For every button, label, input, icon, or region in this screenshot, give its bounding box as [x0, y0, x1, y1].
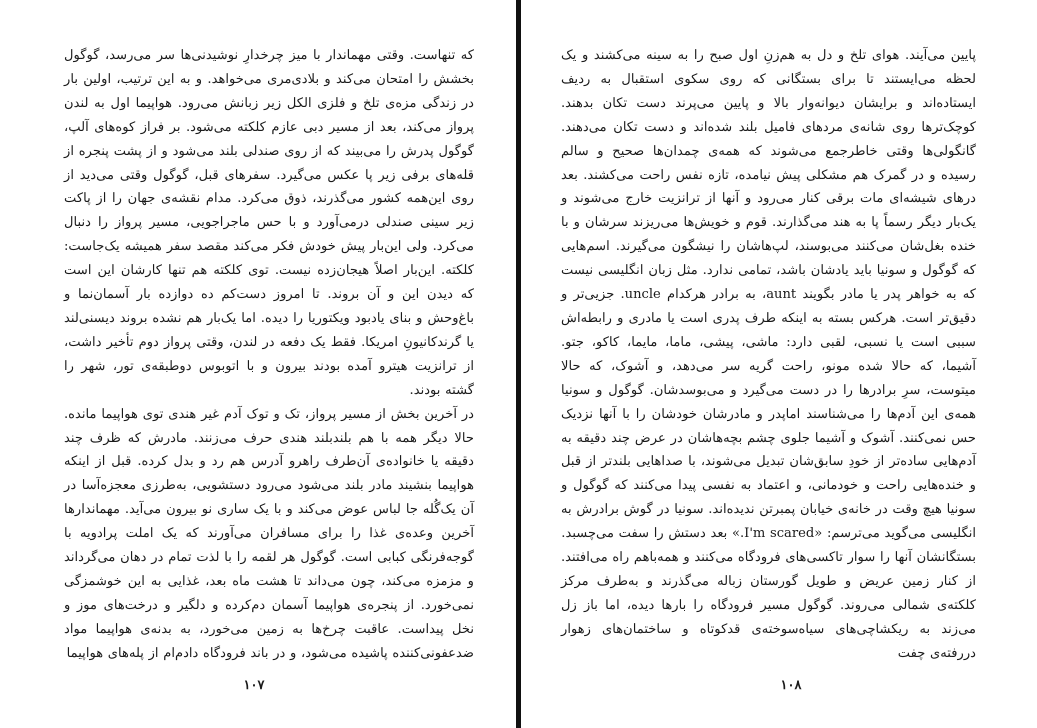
right-page-text [561, 44, 976, 666]
left-paragraph-1: که تنهاست. وقتی مهماندار با میز چرخدارِ نوشیدنی‌ها سر می‌رسد، گوگول بخشش را امتحان می‌کند و بلادی‌مری می‌خواهد. و به این ترتیب، اولین بار در زندگی مزه‌ی تلخ و فلزی الکل زیر زبانش می‌رود. هواپیما اول به لندن پرواز می‌کند، بعد از مسیر دبی عازم کلکته می‌شود. بر فراز کوه‌های آلپ، گوگول پدرش را می‌بیند که از روی صندلی بلند می‌شود و از پشت پنجره از قله‌های برفی زیر پا عکس می‌گیرد. سفرهای قبل، گوگول وقتی می‌دید از روی این‌همه کشور می‌گذرند، ذوق می‌کرد. مدام نقشه‌ی جهان را از پاکت زیر سینی صندلی درمی‌آورد و با حس ماجراجویی، مسیر پرواز را دنبال می‌کرد. ولی این‌بار پیش خودش فکر می‌کند مقصد سفر همیشه یک‌جاست: کلکته. این‌بار اصلاً هیجان‌زده نیست. توی کلکته هم تنها کارشان این است که دیدن این و آن بروند. تا امروز دست‌کم ده دوازده بار آسمان‌نما و باغ‌وحش و بنای یادبود ویکتوریا را دیده. اما یک‌بار هم نشده بروند دیسنی‌لند یا گرندکانیونِ امریکا. فقط یک دفعه در لندن، وقتی پرواز دوم تأخیر داشت، از ترانزیت هیترو آمده بودند بیرون و با اتوبوس دوطبقه‌ی تور، شهر را گشته بودند. [64, 48, 474, 398]
left-paragraph-2: در آخرین بخش از مسیر پرواز، تک و توک آدم غیر هندی توی هواپیما مانده. حالا دیگر همه با هم بلندبلند هندی حرف می‌زنند. مادرش که ظرف چند دقیقه یا خانواده‌ی آن‌طرف راهرو آدرس هم رد و بدل کرده. قبل از اینکه هواپیما بنشیند مادر بلند می‌شود می‌رود دستشویی، به‌طرزی معجزه‌آسا در آن یک‌گُله جا لباس عوض می‌کند و با یک ساری نو بیرون می‌آید. مهماندارها آخرین وعده‌ی غذا را برای مسافران می‌آورند که یک املت پرادویه با گوجه‌فرنگی کبابی است. گوگول هر لقمه را با لذت تمام در دهان می‌گرداند و مزمزه می‌کند، چون می‌داند تا هشت ماه بعد، غذایی به این خوشمزگی نمی‌خورد. از پنجره‌ی هواپیما آسمان دم‌کرده و دلگیر و درخت‌های موز و نخل پیداست. عاقبت چرخ‌ها به زمین می‌خورد، به بدنه‌ی هواپیما مواد ضدعفونی‌کننده پاشیده می‌شود، و در باند فرودگاه دادم‌ام از پله‌های هواپیما [64, 406, 474, 661]
right-page [521, 0, 1037, 728]
left-page-number: ۱۰۷ [243, 678, 265, 693]
right-paragraph-1: پایین می‌آیند. هوای تلخ و دل به هم‌زنِ اول صبح را به سینه می‌کشند و یک لحظه می‌ایستند تا برای بستگانی که روی سکوی استقبال به ردیف ایستاده‌اند و برایشان دیوانه‌وار بالا و پایین می‌پرند دست تکان بدهند. کوچک‌ترها روی شانه‌ی مردهای فامیل بلند شده‌اند و دست تکان می‌دهند. گانگولی‌ها وقتی خاطرجمع می‌شوند که همه‌ی چمدان‌ها صحیح و سالم رسیده و در گمرک هم مشکلی پیش نیامده، تازه نفس راحت می‌کشند. بعد درهای شیشه‌ای مات برقی کنار می‌رود و آنها از ترانزیت خارج می‌شوند و یک‌بار دیگر رسماً پا به هند می‌گذارند. قوم و خویش‌ها می‌ریزند سرشان و با خنده بغل‌شان می‌کنند می‌بوسند، لپ‌هاشان را نیشگون می‌گیرند. اسم‌هایی که گوگول و سونیا باید یادشان باشد، تمامی ندارد. مثل زبان انگلیسی نیست که به خواهر پدر یا مادر بگویند aunt، به برادر هرکدام uncle. جزیی‌تر و دقیق‌تر است. هرکس بسته به اینکه طرف پدری است یا مادری و رابطه‌اش سببی است یا نسبی، لقبی دارد: ماشی، پیشی، ماما، مایما، کاکو، جتو. آشیما، که حالا شده مونو، راحت گریه سر می‌دهد، و آشوک، که حالا میتوست، سرِ برادرها را در دست می‌گیرد و می‌بوسدشان. گوگول و سونیا همه‌ی این آدم‌ها را می‌شناسند اماپدر و مادرشان خودشان را با آنها نزدیک حس نمی‌کنند. آشوک و آشیما جلوی چشم بچه‌هاشان در عرض چند دقیقه به آدم‌هایی ساده‌تر از خودِ سابق‌شان تبدیل می‌شوند، با صداهایی بلندتر از قبل و خنده‌هایی راحت و خودمانی، و اعتماد به نفسی پیدا می‌کنند که گوگول و سونیا هیچ وقت در خانه‌ی خیابان پمبرتن ندیده‌اند. سونیا در گوش برادرش به انگلیسی می‌گوید می‌ترسم: «I'm scared.» بعد دستش را سفت می‌چسبد. [561, 48, 976, 542]
right-paragraph-2: بستگانشان آنها را سوار تاکسی‌های فرودگاه می‌کنند و همه‌باهم راه می‌افتند. از کنار زمین عریض و طویل گورستان زباله می‌گذرند و به‌طرف مرکز کلکته‌ی شمالی می‌روند. گوگول مسیر فرودگاه را بارها دیده، اما باز زل می‌زند به ریکشاچی‌های سیاه‌سوخته‌ی قدکوتاه و ساختمان‌های زهوار دررفته‌ی چفت‌ [561, 550, 976, 661]
left-page [0, 0, 516, 728]
right-page-number: ۱۰۸ [780, 678, 802, 693]
left-page-text [64, 44, 474, 666]
